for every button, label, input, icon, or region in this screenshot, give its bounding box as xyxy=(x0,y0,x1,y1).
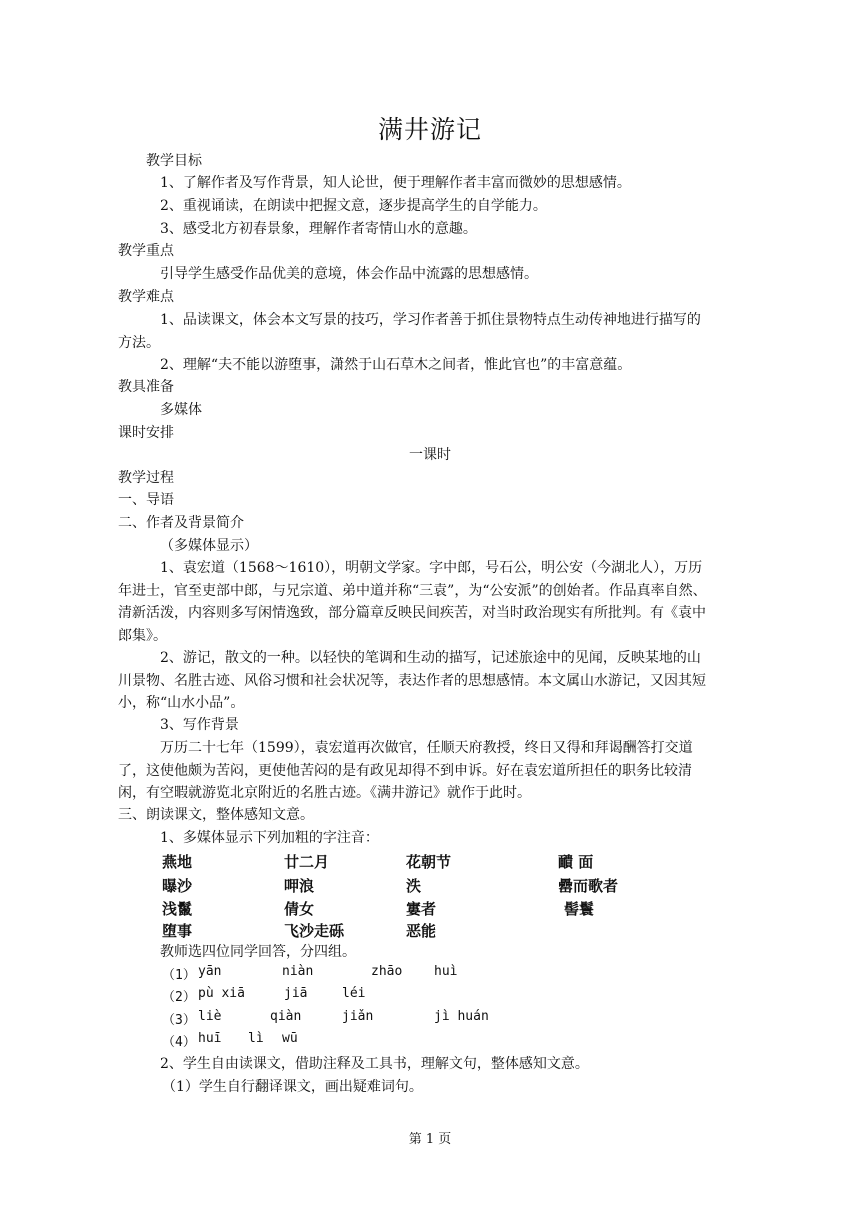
pron-word: 浅鬣 xyxy=(162,900,193,918)
answer-pinyin: léi xyxy=(342,986,366,1001)
pron-word: 呷浪 xyxy=(284,877,315,895)
answer-pinyin: huī xyxy=(198,1031,222,1046)
schedule-heading: 课时安排 xyxy=(118,425,174,441)
key-points-text: 引导学生感受作品优美的意境，体会作品中流露的思想感情。 xyxy=(160,266,538,282)
pron-word: 堕事 xyxy=(162,922,193,940)
difficulties-heading: 教学难点 xyxy=(118,289,174,305)
section-reading: 三、朗读课文，整体感知文意。 xyxy=(118,807,314,823)
answer-pinyin: yān xyxy=(198,964,222,979)
schedule-text: 一课时 xyxy=(409,447,451,463)
background-heading: 3、写作背景 xyxy=(160,717,239,733)
answer-pinyin: liè xyxy=(198,1009,222,1024)
pron-word: 飞沙走砾 xyxy=(284,922,345,940)
media-note: （多媒体显示） xyxy=(160,538,258,554)
document-title: 满井游记 xyxy=(377,115,482,144)
answer-pinyin: jiā xyxy=(284,986,308,1001)
pron-word: 廿二月 xyxy=(284,853,330,871)
answer-label: （4） xyxy=(162,1035,196,1050)
pron-word: 泆 xyxy=(406,877,422,895)
pron-word: 靧 面 xyxy=(558,853,594,871)
pron-word: 寠者 xyxy=(406,900,437,918)
answer-pinyin: lì xyxy=(248,1031,264,1046)
background-paragraph: 万历二十七年（1599），袁宏道再次做官，任顺天府教授，终日又得和拜谒酬答打交道了，这使他颇为苦闷，更使他苦闷的是有政见却得不到申诉。好在袁宏道所担任的职务比较清闲，有空暇就游览北京附近的名胜古迹。《满井游记》就作于此时。 xyxy=(118,740,693,801)
answer-pinyin: jì huán xyxy=(434,1009,489,1024)
section-author-background: 二、作者及背景简介 xyxy=(118,515,244,531)
answer-pinyin: niàn xyxy=(282,964,314,979)
process-heading: 教学过程 xyxy=(118,470,174,486)
tools-text: 多媒体 xyxy=(160,402,202,418)
pron-word: 罍而歌者 xyxy=(558,877,619,895)
pron-word: 曝沙 xyxy=(162,877,193,895)
answer-pinyin: qiàn xyxy=(270,1009,302,1024)
pron-word: 倩女 xyxy=(284,900,315,918)
pronunciation-heading: 1、多媒体显示下列加粗的字注音： xyxy=(160,830,379,846)
answer-pinyin: huì xyxy=(434,964,458,979)
answer-label: （2） xyxy=(162,990,196,1005)
travelogue-paragraph: 2、游记，散文的一种。以轻快的笔调和生动的描写，记述旅途中的见闻，反映某地的山川景物、名胜古迹、风俗习惯和社会状况等，表达作者的思想感情。本文属山水游记，又因其短小，称“山水小品”。 xyxy=(118,650,706,711)
difficulty-item-2: 2、理解“夫不能以游堕事，潇然于山石草木之间者，惟此官也”的丰富意蕴。 xyxy=(160,357,632,373)
pron-word: 恶能 xyxy=(406,922,437,940)
tools-heading: 教具准备 xyxy=(118,379,174,395)
answer-label: （1） xyxy=(162,968,196,983)
answer-pinyin: wū xyxy=(282,1031,298,1046)
answer-note: 教师选四位同学回答，分四组。 xyxy=(160,944,356,960)
author-paragraph: 1、袁宏道（1568～1610），明朝文学家。字中郎，号石公，明公安（今湖北人），万历年进士，官至吏部中郎，与兄宗道、弟中道并称“三袁”，为“公安派”的创始者。作品真率自然、清新活泼，内容则多写闲情逸致，部分篇章反映民间疾苦，对当时政治现实有所批判。有《袁中郎集》。 xyxy=(118,560,707,644)
pron-word: 燕地 xyxy=(162,853,193,871)
translate-step: （1）学生自行翻译课文，画出疑难词句。 xyxy=(162,1079,423,1095)
objective-item-2: 2、重视诵读，在朗读中把握文意，逐步提高学生的自学能力。 xyxy=(160,198,547,214)
answer-label: （3） xyxy=(162,1013,196,1028)
difficulty-item-1: 1、品读课文，体会本文写景的技巧，学习作者善于抓住景物特点生动传神地进行描写的方法。 xyxy=(118,312,701,351)
page-number: 第 1 页 xyxy=(408,1132,452,1147)
answer-pinyin: pù xiā xyxy=(198,986,245,1001)
objectives-heading: 教学目标 xyxy=(146,153,202,169)
free-read-step: 2、学生自由读课文，借助注释及工具书，理解文句，整体感知文意。 xyxy=(160,1056,589,1072)
answer-pinyin: jiǎn xyxy=(342,1009,374,1024)
objective-item-1: 1、了解作者及写作背景，知人论世，便于理解作者丰富而微妙的思想感情。 xyxy=(160,175,631,191)
pron-word: 髻鬟 xyxy=(564,900,595,918)
answer-pinyin: zhāo xyxy=(371,964,403,979)
section-intro: 一、导语 xyxy=(118,492,174,508)
pron-word: 花朝节 xyxy=(406,853,452,871)
objective-item-3: 3、感受北方初春景象，理解作者寄情山水的意趣。 xyxy=(160,221,477,237)
key-points-heading: 教学重点 xyxy=(118,243,174,259)
